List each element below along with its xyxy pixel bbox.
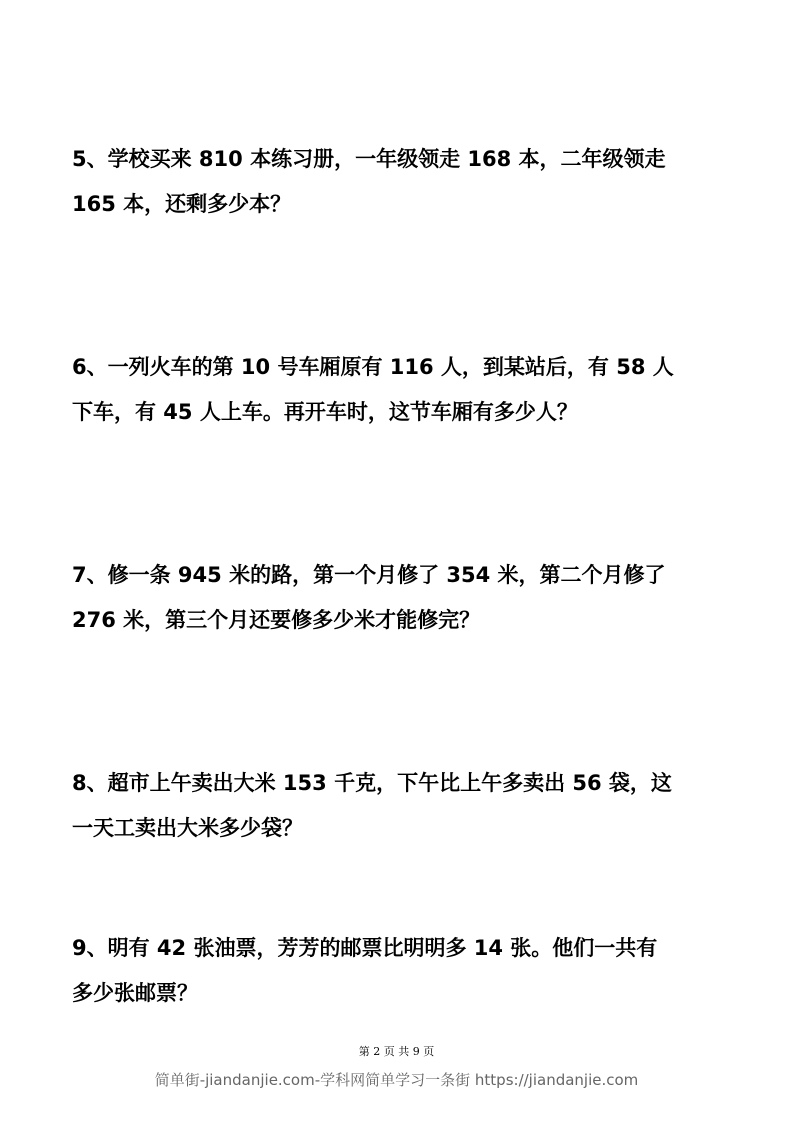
problem-text-line: 5、学校买来 810 本练习册，一年级领走 168 本，二年级领走	[72, 147, 666, 171]
problem-8	[72, 761, 732, 851]
problem-text-line: 9、明有 42 张油票，芳芳的邮票比明明多 14 张。他们一共有	[72, 936, 658, 960]
problem-text-line: 276 米，第三个月还要修多少米才能修完？	[72, 608, 481, 632]
problem-text-line: 一天工卖出大米多少袋？	[72, 816, 303, 840]
page-number: 第 2 页 共 9 页	[358, 1045, 435, 1058]
site-footer-text: 简单街-jiandanjie.com-学科网简单学习一条街 https://jiandanjie.com	[154, 1071, 639, 1089]
problem-text-line: 8、超市上午卖出大米 153 千克，下午比上午多卖出 56 袋，这	[72, 771, 672, 795]
problem-text-line: 7、修一条 945 米的路，第一个月修了 354 米，第二个月修了	[72, 563, 666, 587]
problem-text-line: 165 本，还剩多少本？	[72, 192, 292, 216]
problem-text-line: 6、一列火车的第 10 号车厢原有 116 人，到某站后，有 58 人	[72, 355, 674, 379]
problem-text-line: 下车，有 45 人上车。再开车时，这节车厢有多少人？	[72, 400, 578, 424]
problem-5	[72, 137, 732, 227]
problem-6	[72, 345, 732, 435]
problem-text-line: 多少张邮票？	[72, 981, 198, 1005]
problem-7	[72, 553, 732, 643]
problem-9	[72, 926, 732, 1016]
